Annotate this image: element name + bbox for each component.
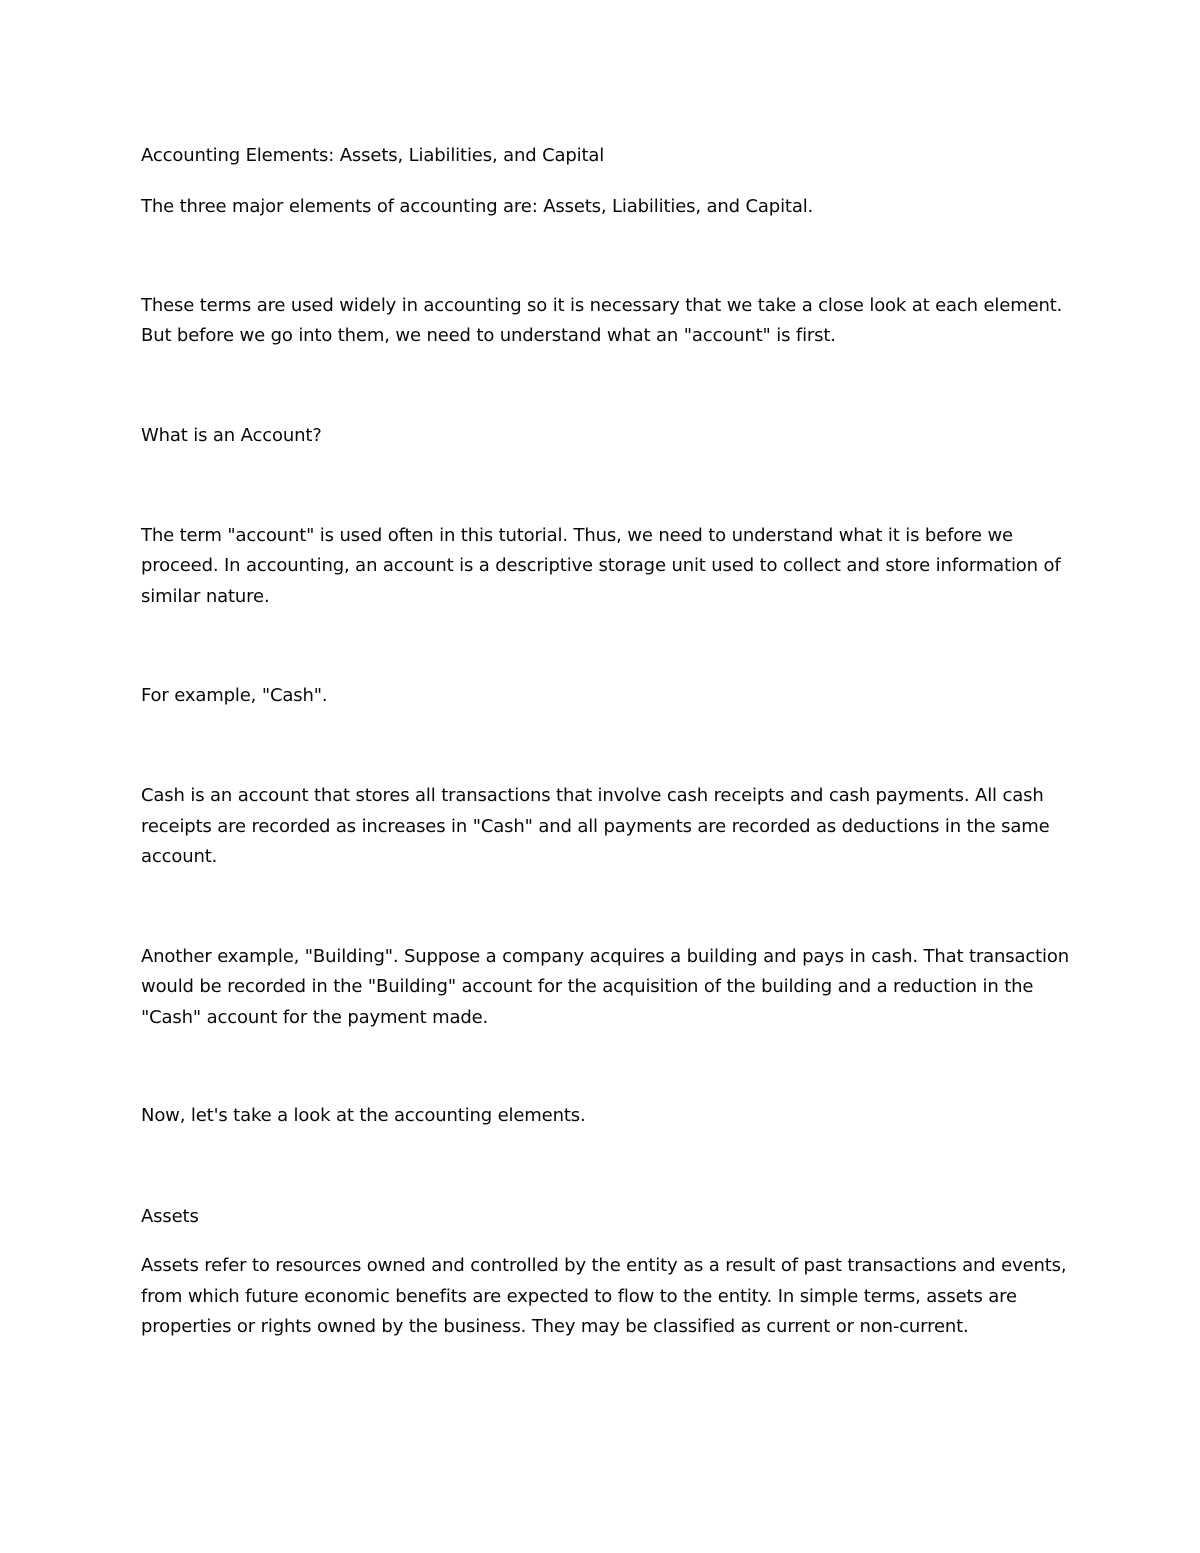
paragraph-line: Now, let's take a look at the accounting elements. — [141, 1105, 586, 1126]
paragraph-line: receipts are recorded as increases in "Cash" and all payments are recorded as deductions in the same — [141, 816, 1050, 837]
paragraph-line: account. — [141, 846, 218, 867]
section-heading-account: What is an Account? — [141, 425, 322, 446]
paragraph-line: Another example, "Building". Suppose a company acquires a building and pays in cash. That transaction — [141, 946, 1069, 967]
paragraph-line: Assets refer to resources owned and controlled by the entity as a result of past transactions and events, — [141, 1255, 1067, 1276]
paragraph-line: But before we go into them, we need to understand what an "account" is first. — [141, 325, 836, 346]
paragraph-line: The term "account" is used often in this tutorial. Thus, we need to understand what it is before we — [141, 525, 1013, 546]
intro-paragraph: The three major elements of accounting are: Assets, Liabilities, and Capital. — [141, 196, 814, 217]
paragraph-line: similar nature. — [141, 586, 270, 607]
paragraph-line: from which future economic benefits are expected to flow to the entity. In simple terms, assets are — [141, 1286, 1017, 1307]
paragraph-line: would be recorded in the "Building" account for the acquisition of the building and a reduction in the — [141, 976, 1034, 997]
section-heading-assets: Assets — [141, 1206, 199, 1227]
document-title: Accounting Elements: Assets, Liabilities, and Capital — [141, 145, 605, 166]
paragraph-line: proceed. In accounting, an account is a descriptive storage unit used to collect and store information of — [141, 555, 1061, 576]
paragraph-line: Cash is an account that stores all transactions that involve cash receipts and cash payments. All cash — [141, 785, 1044, 806]
paragraph-line: These terms are used widely in accounting so it is necessary that we take a close look at each element. — [141, 295, 1063, 316]
paragraph-line: "Cash" account for the payment made. — [141, 1007, 489, 1028]
paragraph-line: properties or rights owned by the business. They may be classified as current or non-current. — [141, 1316, 969, 1337]
example-cash: For example, "Cash". — [141, 685, 328, 706]
